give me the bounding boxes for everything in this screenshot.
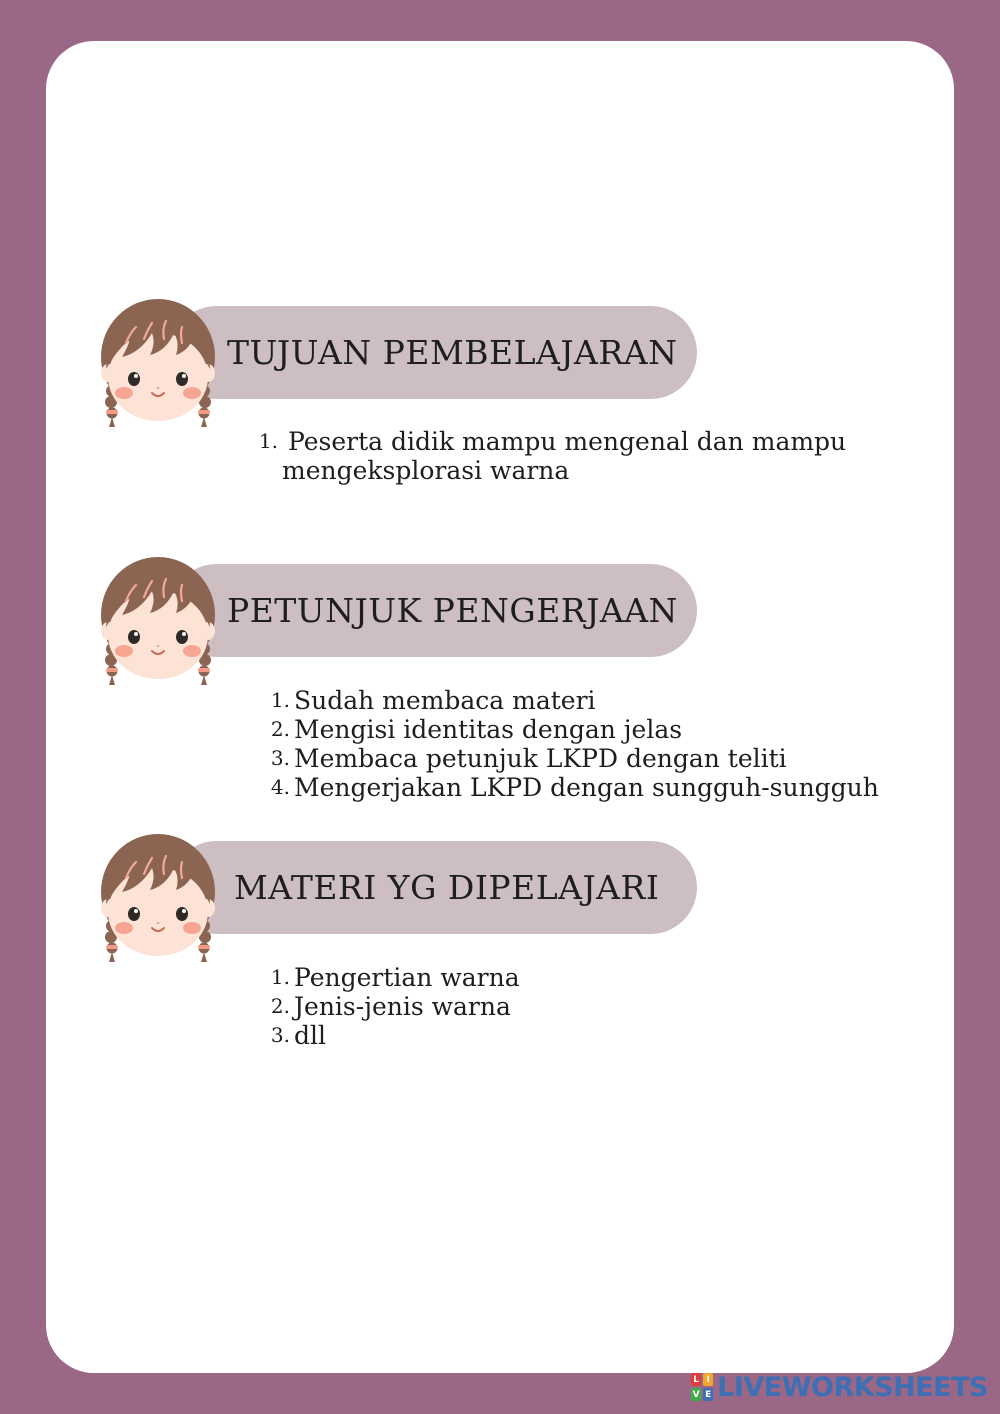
section-title: MATERI YG DIPELAJARI bbox=[234, 868, 660, 907]
list-number: 2. bbox=[270, 994, 290, 1018]
list-text: dll bbox=[294, 1021, 326, 1050]
list-item bbox=[268, 744, 879, 773]
list-text: Peserta didik mampu mengenal dan mampu bbox=[288, 427, 847, 456]
list-number: 4. bbox=[270, 775, 290, 799]
list-text: Pengertian warna bbox=[294, 963, 520, 992]
list-number: 1. bbox=[258, 429, 278, 453]
list-text: Mengisi identitas dengan jelas bbox=[294, 715, 683, 744]
section-header-pill bbox=[170, 841, 697, 934]
girl-face-icon bbox=[100, 834, 216, 966]
list-number: 3. bbox=[270, 1023, 290, 1047]
list-item bbox=[258, 427, 846, 456]
logo-text: LIVEWORKSHEETS bbox=[717, 1371, 988, 1403]
list-item-continuation bbox=[258, 456, 846, 485]
list-number: 1. bbox=[270, 688, 290, 712]
list-text: mengeksplorasi warna bbox=[282, 456, 570, 485]
section-title: TUJUAN PEMBELAJARAN bbox=[227, 333, 678, 372]
list-number: 2. bbox=[270, 717, 290, 741]
list-number: 1. bbox=[270, 965, 290, 989]
list-number: 3. bbox=[270, 746, 290, 770]
live-tiles-icon: L I V E bbox=[692, 1374, 712, 1400]
list-item bbox=[268, 963, 520, 992]
section-header-pill bbox=[170, 306, 697, 399]
list-text: Mengerjakan LKPD dengan sungguh-sungguh bbox=[294, 773, 879, 802]
liveworksheets-logo[interactable] bbox=[691, 1372, 988, 1402]
list-item bbox=[268, 1021, 520, 1050]
list-text: Jenis-jenis warna bbox=[294, 992, 511, 1021]
list-item bbox=[268, 686, 879, 715]
girl-face-icon bbox=[100, 299, 216, 431]
list-text: Membaca petunjuk LKPD dengan teliti bbox=[294, 744, 787, 773]
material-list bbox=[268, 963, 520, 1050]
section-title: PETUNJUK PENGERJAAN bbox=[227, 591, 678, 630]
list-item bbox=[268, 773, 879, 802]
girl-face-icon bbox=[100, 557, 216, 689]
objective-list bbox=[258, 427, 846, 485]
section-header-pill bbox=[170, 564, 697, 657]
list-text: Sudah membaca materi bbox=[294, 686, 596, 715]
list-item bbox=[268, 992, 520, 1021]
list-item bbox=[268, 715, 879, 744]
instruction-list bbox=[268, 686, 879, 802]
